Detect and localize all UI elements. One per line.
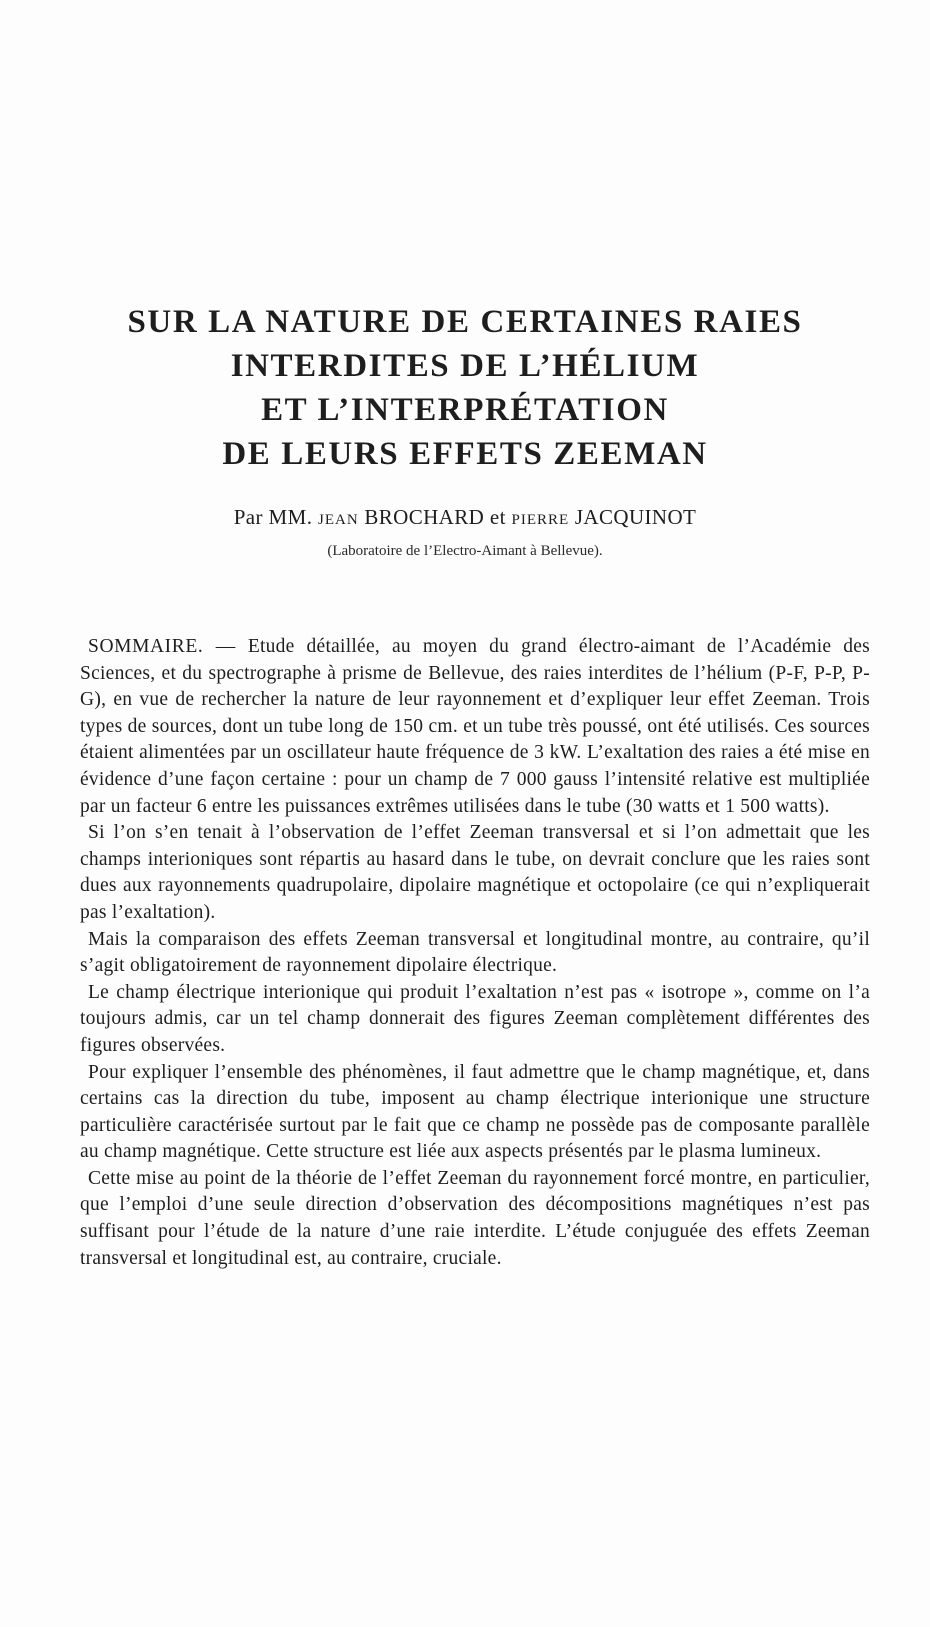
- title-line-2: INTERDITES DE L’HÉLIUM: [230, 348, 700, 384]
- title-line-3: ET L’INTERPRÉTATION: [261, 392, 669, 428]
- abstract: [80, 634, 870, 1272]
- abstract-paragraph-3: Mais la comparaison des effets Zeeman transversal et longitudinal montre, au contraire, qu’il s’agit obligatoirement de rayonnement dipolaire électrique.: [80, 928, 870, 977]
- author2-last-name: JACQUINOT: [574, 505, 697, 529]
- author-prefix: Par MM.: [233, 505, 313, 529]
- abstract-paragraph-4: Le champ électrique interionique qui produit l’exaltation n’est pas « isotrope », comme on l’a toujours admis, car un tel champ donnerait des figures Zeeman complètement différentes des figures observées.: [80, 981, 870, 1056]
- abstract-paragraph-6: Cette mise au point de la théorie de l’effet Zeeman du rayonnement forcé montre, en particulier, que l’emploi d’une seule direction d’observation des décompositions magnétiques n’est pas suffisant pour l’étude de la nature d’une raie interdite. L’étude conjuguée des effets Zeeman transversal et longitudinal est, au contraire, cruciale.: [80, 1167, 870, 1269]
- affiliation: (Laboratoire de l’Electro-Aimant à Bellevue).: [327, 543, 603, 559]
- author2-first-name: PIERRE: [511, 512, 570, 528]
- abstract-paragraph-2: Si l’on s’en tenait à l’observation de l’effet Zeeman transversal et si l’on admettait que les champs interioniques sont répartis au hasard dans le tube, on devrait conclure que les raies sont dues aux rayonnements quadrupolaire, dipolaire magnétique et octopolaire (ce qui n’expliquerait pas l’exaltation).: [80, 822, 870, 923]
- title-line-4: DE LEURS EFFETS ZEEMAN: [222, 436, 708, 472]
- author1-last-name: BROCHARD: [364, 505, 485, 529]
- abstract-lead: SOMMAIRE. —: [88, 636, 236, 657]
- title-line-1: SUR LA NATURE DE CERTAINES RAIES: [127, 304, 803, 340]
- author-line: [60, 503, 870, 534]
- abstract-paragraph-1: [80, 634, 870, 820]
- abstract-paragraph-1-text: Etude détaillée, au moyen du grand électro-aimant de l’Académie des Sciences, et du spectrographe à prisme de Bellevue, des raies interdites de l’hélium (P-F, P-P, P-G), en vue de rechercher la nature de leur rayonnement et d’expliquer leur effet Zeeman. Trois types de sources, dont un tube long de 150 cm. et un tube très poussé, ont été utilisés. Ces sources étaient alimentées par un oscillateur haute fréquence de 3 kW. L’exaltation des raies a été mise en évidence d’une façon certaine : pour un champ de 7 000 gauss l’intensité relative est multipliée par un facteur 6 entre les puissances extrêmes utilisées dans le tube (30 watts et 1 500 watts).: [80, 636, 871, 817]
- article-title: [60, 300, 870, 476]
- author-conjunction: et: [489, 505, 506, 529]
- abstract-paragraph-5: Pour expliquer l’ensemble des phénomènes, il faut admettre que le champ magnétique, et, dans certains cas la direction du tube, imposent au champ électrique interionique une structure particulière caractérisée surtout par le fait que ce champ ne possède pas de composante parallèle au champ magnétique. Cette structure est liée aux aspects présentés par le plasma lumineux.: [80, 1061, 870, 1163]
- author1-first-name: JEAN: [318, 512, 359, 528]
